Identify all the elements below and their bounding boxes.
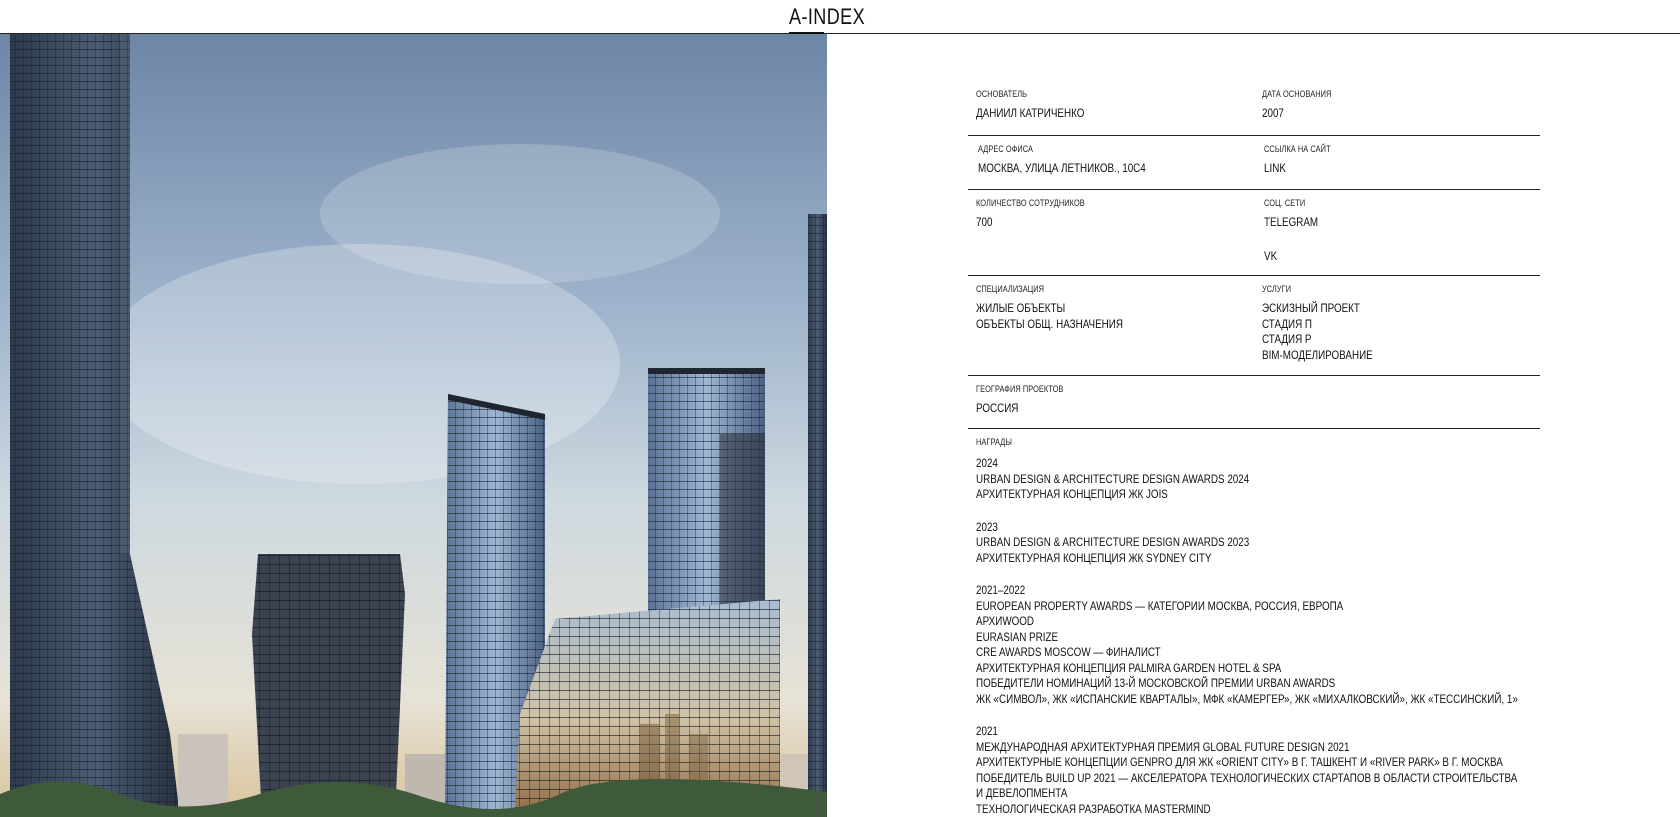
- founded-value: 2007: [1262, 106, 1284, 120]
- award-item: EUROPEAN PROPERTY AWARDS — КАТЕГОРИИ МОСКВА, РОССИЯ, ЕВРОПА: [976, 598, 1344, 613]
- geography-cell: [976, 384, 1083, 417]
- award-year: 2024: [976, 456, 998, 470]
- site-header: [0, 0, 1680, 34]
- project-hero-image: [0, 34, 827, 817]
- award-item: И ДЕВЕЛОПМЕНТА: [976, 786, 1068, 800]
- row-geography: [968, 376, 1540, 429]
- award-item: АРХИТЕКТУРНАЯ КОНЦЕПЦИЯ PALMIRA GARDEN HOTEL & SPA: [976, 660, 1282, 675]
- geography-label: ГЕОГРАФИЯ ПРОЕКТОВ: [976, 384, 1064, 394]
- award-item: ПОБЕДИТЕЛИ НОМИНАЦИЙ 13-Й МОСКОВСКОЙ ПРЕМИИ URBAN AWARDS: [976, 676, 1336, 690]
- row-founder: [968, 34, 1540, 136]
- employees-label: КОЛИЧЕСТВО СОТРУДНИКОВ: [976, 198, 1085, 208]
- founded-cell: [1262, 89, 1347, 122]
- towers-illustration: [0, 34, 827, 817]
- award-item: МЕЖДУНАРОДНАЯ АРХИТЕКТУРНАЯ ПРЕМИЯ GLOBAL FUTURE DESIGN 2021: [976, 739, 1350, 754]
- award-group-2021-2022: [976, 583, 1637, 707]
- row-specialization: [968, 276, 1540, 376]
- founded-label: ДАТА ОСНОВАНИЯ: [1262, 89, 1332, 99]
- row-employees: [968, 190, 1540, 276]
- awards-section: [976, 437, 1637, 817]
- specialization-cell: [976, 284, 1155, 332]
- award-item: ПОБЕДИТЕЛЬ BUILD UP 2021 — АКСЕЛЕРАТОРА ТЕХНОЛОГИЧЕСКИХ СТАРТАПОВ В ОБЛАСТИ СТРОИТЕЛЬСТВА: [976, 770, 1518, 785]
- award-item: URBAN DESIGN & ARCHITECTURE DESIGN AWARDS 2024: [976, 471, 1250, 486]
- award-item: EURASIAN PRIZE: [976, 629, 1059, 644]
- award-item: CRE AWARDS MOSCOW — ФИНАЛИСТ: [976, 645, 1161, 659]
- services-item: ЭСКИЗНЫЙ ПРОЕКТ: [1262, 301, 1360, 315]
- social-vk-link[interactable]: VK: [1264, 248, 1278, 263]
- services-cell: [1262, 284, 1397, 363]
- row-address: [968, 136, 1540, 190]
- award-year: 2021–2022: [976, 583, 1026, 597]
- specialization-label: СПЕЦИАЛИЗАЦИЯ: [976, 284, 1045, 294]
- award-item: ТЕХНОЛОГИЧЕСКАЯ РАЗРАБОТКА MASTERMIND: [976, 801, 1211, 816]
- founder-value: ДАНИИЛ КАТРИЧЕНКО: [976, 106, 1085, 120]
- award-item: АРХИТЕКТУРНАЯ КОНЦЕПЦИЯ ЖК SYDNEY CITY: [976, 550, 1212, 565]
- employees-value: 700: [976, 215, 993, 229]
- address-label: АДРЕС ОФИСА: [978, 144, 1034, 154]
- employees-cell: [976, 198, 1109, 231]
- award-item: АРХИТЕКТУРНЫЕ КОНЦЕПЦИИ GENPRO ДЛЯ ЖК «ORIENT CITY» В Г. ТАШКЕНТ И «RIVER PARK» В Г. МОСКВА: [976, 755, 1503, 769]
- founder-cell: [976, 89, 1108, 122]
- services-item: BIM-МОДЕЛИРОВАНИЕ: [1262, 347, 1373, 362]
- address-cell: [978, 144, 1183, 177]
- address-value: МОСКВА, УЛИЦА ЛЕТНИКОВ., 10С4: [978, 161, 1146, 175]
- services-item: СТАДИЯ Р: [1262, 332, 1312, 346]
- studio-info-table: [968, 34, 1540, 816]
- geography-value: РОССИЯ: [976, 401, 1019, 415]
- award-year: 2021: [976, 724, 998, 738]
- row-awards: [968, 429, 1540, 816]
- specialization-item: ОБЪЕКТЫ ОБЩ. НАЗНАЧЕНИЯ: [976, 316, 1123, 331]
- site-cell: [1264, 144, 1345, 177]
- site-logo[interactable]: A-INDEX: [789, 4, 866, 29]
- award-group-2023: [976, 520, 1637, 567]
- social-label: СОЦ. СЕТИ: [1264, 198, 1306, 208]
- award-group-2021: [976, 724, 1637, 817]
- services-label: УСЛУГИ: [1262, 284, 1292, 294]
- award-year: 2023: [976, 519, 998, 534]
- award-group-2024: [976, 456, 1637, 503]
- award-item: АРХИТЕКТУРНАЯ КОНЦЕПЦИЯ ЖК JOIS: [976, 487, 1168, 501]
- awards-label: НАГРАДЫ: [976, 437, 1012, 447]
- social-cell: [1264, 198, 1330, 264]
- social-telegram-link[interactable]: TELEGRAM: [1264, 215, 1319, 229]
- award-item: ЖК «СИМВОЛ», ЖК «ИСПАНСКИЕ КВАРТАЛЫ», МФК «КАМЕРГЕР», ЖК «МИХАЛКОВСКИЙ», ЖК «ТЕССИНСКИЙ, 1»: [976, 691, 1518, 706]
- specialization-item: ЖИЛЫЕ ОБЪЕКТЫ: [976, 301, 1066, 315]
- award-item: URBAN DESIGN & ARCHITECTURE DESIGN AWARDS 2023: [976, 535, 1250, 549]
- site-link[interactable]: LINK: [1264, 161, 1286, 175]
- award-item: АРХИWOOD: [976, 614, 1035, 628]
- services-item: СТАДИЯ П: [1262, 316, 1313, 331]
- founder-label: ОСНОВАТЕЛЬ: [976, 89, 1028, 99]
- site-label: ССЫЛКА НА САЙТ: [1264, 144, 1331, 154]
